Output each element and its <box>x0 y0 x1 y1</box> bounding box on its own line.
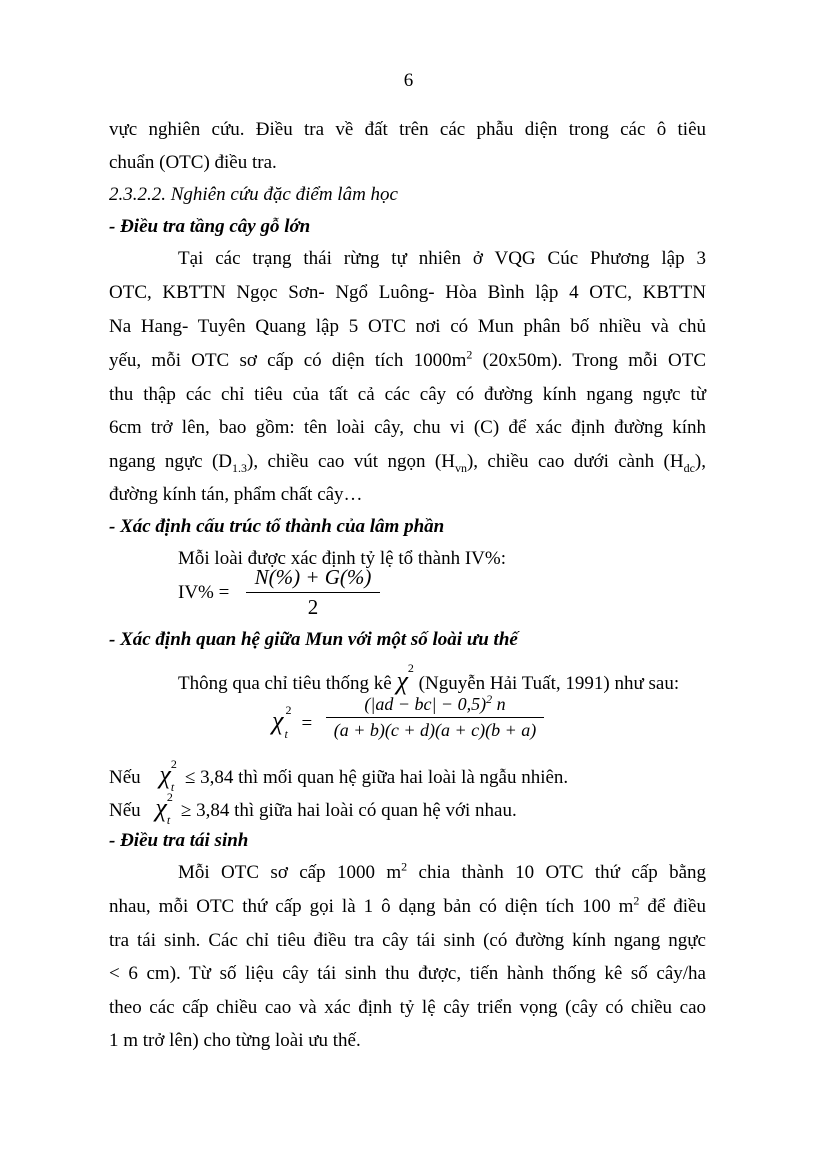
paragraph-2-line-2: OTC, KBTTN Ngọc Sơn- Ngổ Luông- Hòa Bình lập 4 OTC, KBTTN <box>109 282 706 303</box>
heading-relationship: - Xác định quan hệ giữa Mun với một số loài ưu thế <box>109 629 518 650</box>
paragraph-7-line-3: tra tái sinh. Các chỉ tiêu điều tra cây tái sinh (có đường kính ngang ngực <box>109 930 706 951</box>
paragraph-4: Thông qua chỉ tiêu thống kê $\chi^2$ (Nguyễn Hải Tuất, 1991) như sau: <box>178 660 680 695</box>
page-number: 6 <box>403 70 414 91</box>
heading-tree-layer: - Điều tra tầng cây gỗ lớn <box>109 216 311 237</box>
paragraph-7-line-4: < 6 cm). Từ số liệu cây tái sinh thu được, tiến hành thống kê số cây/ha <box>109 963 706 984</box>
paragraph-7-line-5: theo các cấp chiều cao và xác định tỷ lệ cây triển vọng (cây có chiều cao <box>109 997 706 1018</box>
paragraph-1-line-2: chuẩn (OTC) điều tra. <box>109 152 277 173</box>
paragraph-7-line-1: Mỗi OTC sơ cấp 1000 $m^2$ chia thành 10 OTC thứ cấp bằng <box>178 859 706 883</box>
paragraph-3: Mỗi loài được xác định tỷ lệ tổ thành IV%: <box>178 548 506 569</box>
paragraph-2-line-3: Na Hang- Tuyên Quang lập 5 OTC nơi có Mun phân bố nhiều và chủ <box>109 316 706 337</box>
section-heading: 2.3.2.2. Nghiên cứu đặc điểm lâm học <box>109 184 398 205</box>
formula-iv-bar <box>246 592 380 593</box>
heading-composition: - Xác định cấu trúc tổ thành của lâm phần <box>109 516 445 537</box>
paragraph-7-line-2: nhau, mỗi OTC thứ cấp gọi là 1 ô dạng bản có diện tích 100 $m^2$ để điều <box>109 893 706 917</box>
formula-chi-lhs: χ $^2_t$ = <box>272 702 313 741</box>
paragraph-7-line-6: 1 m trở lên) cho từng loài ưu thế. <box>109 1030 361 1051</box>
formula-chi-denominator: (a + b)(c + d)(a + c)(b + a) <box>333 720 537 740</box>
paragraph-6: Nếu $\chi^2_t \ge 3,84$ thì giữa hai loài có quan hệ với nhau. <box>109 789 517 827</box>
paragraph-5: Nếu $\chi^2_t \le 3,84$ thì mối quan hệ giữa hai loài là ngẫu nhiên. <box>109 756 569 794</box>
formula-iv <box>246 565 380 620</box>
formula-chi <box>326 694 544 741</box>
chi-symbol: χ <box>396 666 408 695</box>
formula-iv-lhs: IV% = <box>178 582 230 603</box>
formula-iv-numerator: N(%) + G(%) <box>254 565 372 589</box>
formula-iv-denominator: 2 <box>307 595 319 619</box>
paragraph-2-line-6: 6cm trở lên, bao gồm: tên loài cây, chu vi (C) để xác định đường kính <box>109 417 706 438</box>
paragraph-2-line-7: ngang ngực $(D_{1.3})$, chiều cao vút ngọn $(H_{vn})$, chiều cao dưới cành $(H_{dc})$, <box>109 451 706 475</box>
paragraph-1-line-1: vực nghiên cứu. Điều tra về đất trên các phẫu diện trong các ô tiêu <box>109 119 706 140</box>
paragraph-2-line-1: Tại các trạng thái rừng tự nhiên ở VQG Cúc Phương lập 3 <box>178 248 706 269</box>
formula-chi-bar <box>326 717 544 718</box>
paragraph-2-line-4: yếu, mỗi OTC sơ cấp có diện tích $1000m^2$ (20x50m). Trong mỗi OTC <box>109 347 706 371</box>
paragraph-2-line-8: đường kính tán, phẩm chất cây… <box>109 484 363 505</box>
formula-chi-numerator: $(|ad - bc| - 0,5)^2$ n <box>364 692 506 714</box>
heading-regeneration: - Điều tra tái sinh <box>109 830 249 851</box>
paragraph-2-line-5: thu thập các chỉ tiêu của tất cả các cây có đường kính ngang ngực từ <box>109 384 706 405</box>
